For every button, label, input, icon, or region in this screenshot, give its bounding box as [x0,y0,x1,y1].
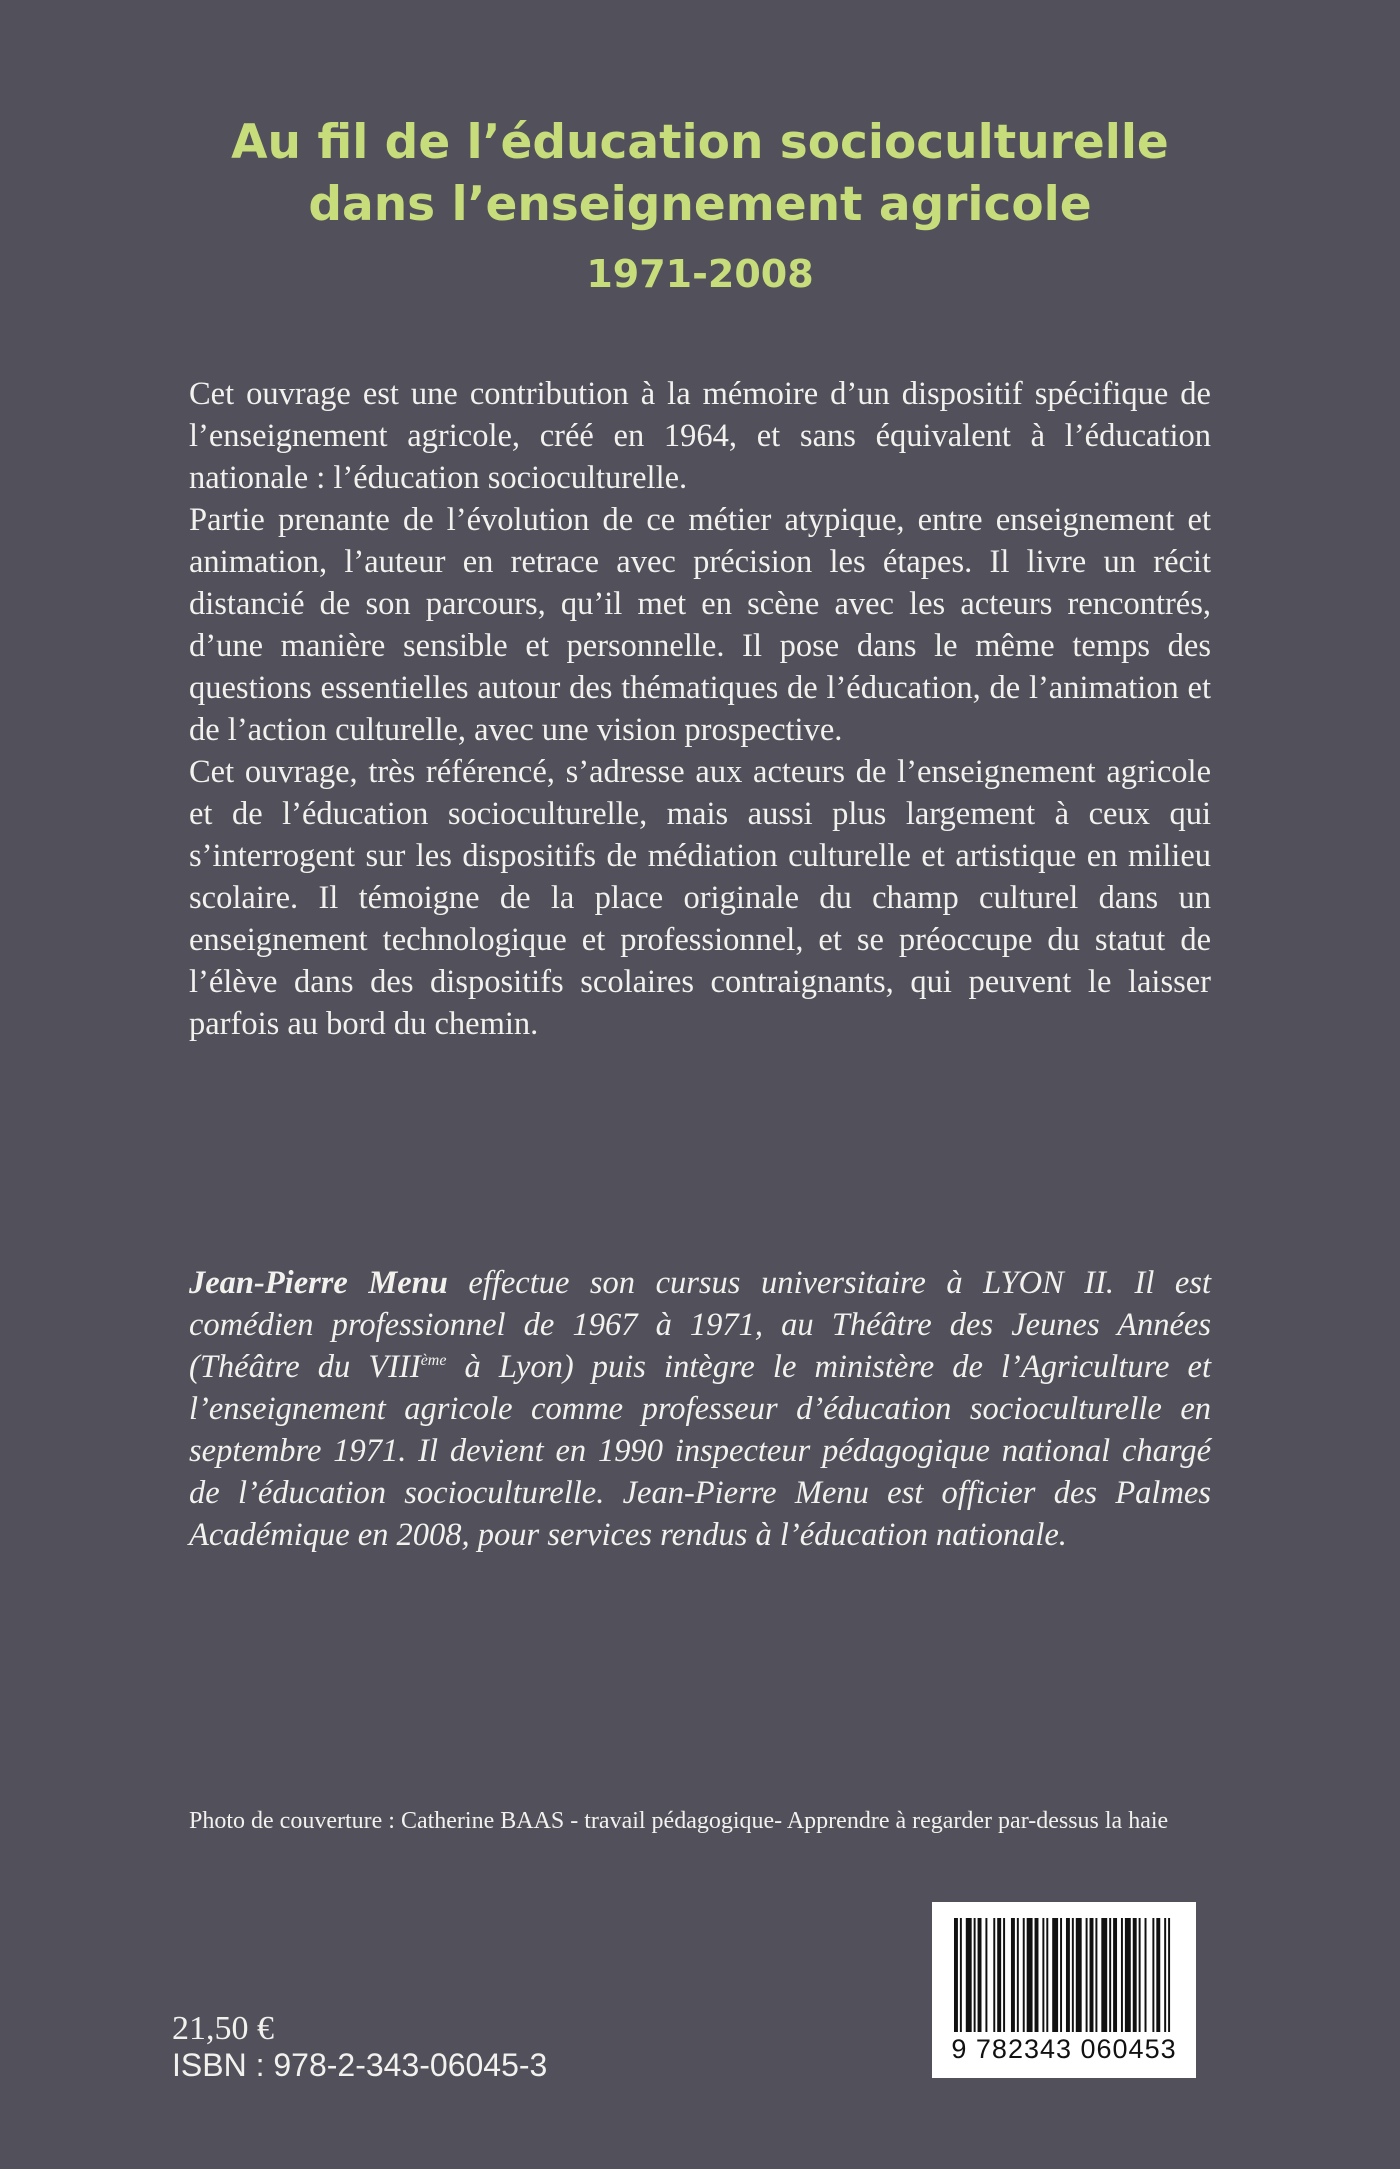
barcode-bar [1113,1918,1117,2032]
barcode-bar [1164,1918,1166,2032]
book-title [0,112,1400,312]
barcode-bar [978,1918,982,2032]
barcode-bar [1086,1918,1088,2032]
barcode-bar [1168,1918,1170,2032]
barcode-bar [966,1918,972,2032]
barcode-bar [960,1918,962,2032]
barcode-bar [993,1918,995,2032]
barcode-bar [1052,1918,1058,2032]
barcode-bar [1109,1918,1111,2032]
photo-credit: Photo de couverture : Catherine BAAS - travail pédagogique- Apprendre à regarder par-dessus la haie [189,1808,1169,1834]
summary-paragraph: Cet ouvrage, très référencé, s’adresse aux acteurs de l’enseignement agricole et de l’éducation socioculturelle, mais aussi plus largement à ceux qui s’interrogent sur les dispositifs de médiation culturelle et artistique en milieu scolaire. Il témoigne de la place originale du champ culturel dans un enseignement technologique et professionnel, et se préoccupe du statut de l’élève dans des dispositifs scolaires contraignants, qui peuvent le laisser parfois au bord du chemin. [189,754,1211,1042]
barcode-bar [1017,1918,1019,2032]
barcode-bar [954,1918,958,2032]
barcode-bar [1066,1918,1070,2032]
barcode-bar [1090,1918,1094,2032]
barcode-bar [1121,1918,1123,2032]
barcode-bar [1095,1918,1097,2032]
barcode-bar [1072,1918,1074,2032]
title-line-2: dans l’enseignement agricole [308,177,1092,232]
barcode-bar [1042,1918,1044,2032]
isbn: ISBN : 978-2-343-06045-3 [172,2047,548,2083]
author-bio [189,1262,1211,1556]
barcode-bar [1145,1918,1147,2032]
barcode-bar [1125,1918,1131,2032]
bio-text: effectue son cursus universitaire à LYON II. Il est comédien professionnel de 1967 à 1971, au Théâtre des Jeunes Années (Théâtre du VIII [189,1265,1211,1385]
barcode-bar [1101,1918,1107,2032]
barcode-bar [1133,1918,1137,2032]
barcode-bar [1060,1918,1062,2032]
barcode-digits: 9 782343 060453 [951,2034,1177,2064]
barcode-bar [1011,1918,1015,2032]
barcode-bar [997,1918,1001,2032]
author-name: Jean-Pierre Menu [189,1265,448,1301]
title-line-1: Au fil de l’éducation socioculturelle [231,115,1169,170]
barcode-bar [974,1918,976,2032]
barcode-bars [954,1918,1174,2032]
book-summary [189,373,1211,1045]
barcode-bar [1156,1918,1160,2032]
title-years: 1971-2008 [586,252,814,296]
price: 21,50 € [172,2010,274,2047]
barcode-bar [1046,1918,1048,2032]
summary-paragraph: Cet ouvrage est une contribution à la mémoire d’un dispositif spécifique de l’enseignement agricole, créé en 1964, et sans équivalent à l’éducation nationale : l’éducation socioculturelle. [189,376,1211,496]
barcode-bar [1152,1918,1154,2032]
barcode-bar [1076,1918,1082,2032]
barcode-bar [1023,1918,1025,2032]
barcode-bar [985,1918,987,2032]
barcode-bar [1003,1918,1005,2032]
barcode-bar [1035,1918,1039,2032]
bio-text: à Lyon) puis intègre le ministère de l’Agriculture et l’enseignement agricole comme professeur d’éducation socioculturelle en septembre 1971. Il devient en 1990 inspecteur pédagogique national chargé de l’éducation socioculturelle. Jean-Pierre Menu est officier des Palmes Académique en 2008, pour services rendus à l’éducation nationale. [189,1349,1212,1553]
bio-superscript: ème [420,1352,447,1370]
barcode [932,1902,1196,2078]
summary-paragraph: Partie prenante de l’évolution de ce métier atypique, entre enseignement et animation, l’auteur en retrace avec précision les étapes. Il livre un récit distancié de son parcours, qu’il met en scène avec les acteurs rencontrés, d’une manière sensible et personnelle. Il pose dans le même temps des questions essentielles autour des thématiques de l’éducation, de l’animation et de l’action culturelle, avec une vision prospective. [189,502,1211,748]
barcode-bar [1139,1918,1141,2032]
barcode-bar [1027,1918,1033,2032]
